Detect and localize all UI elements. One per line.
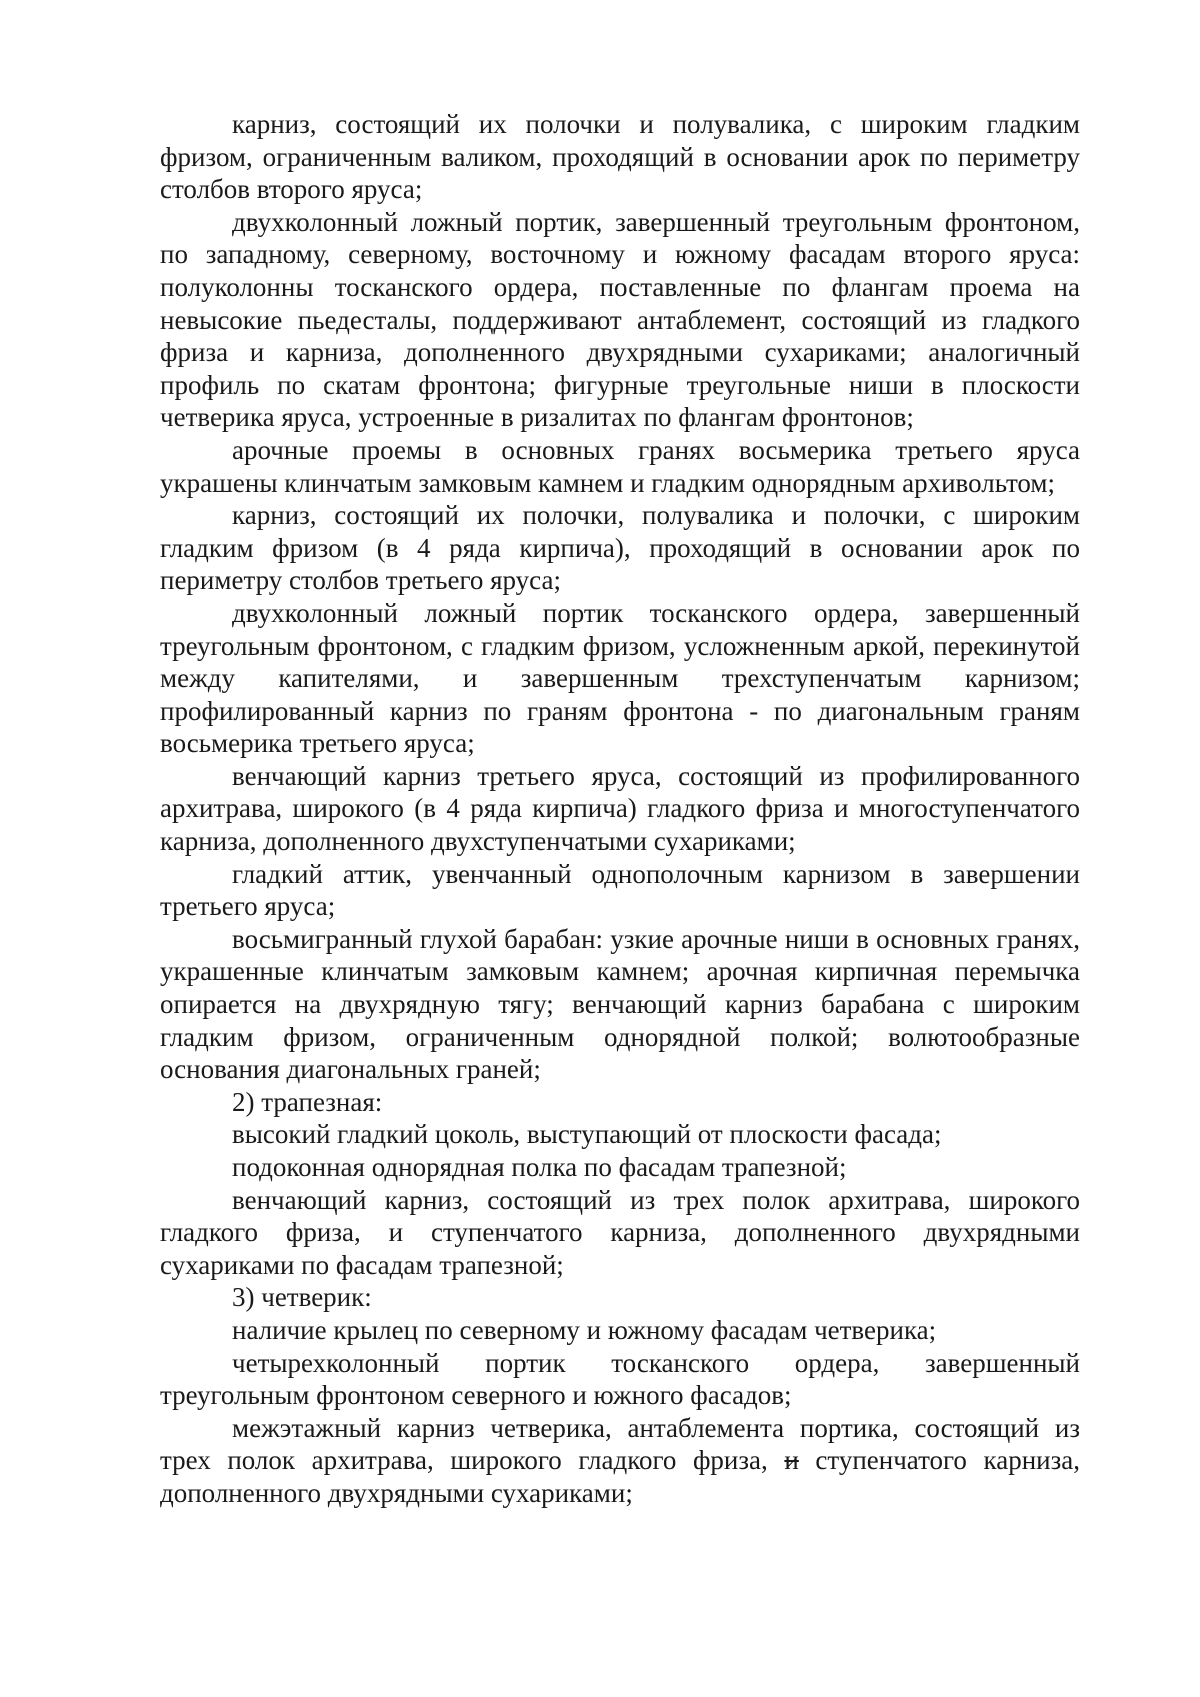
document-page (160, 108, 1080, 1510)
paragraph-third-tier-portico: двухколонный ложный портик тосканского ордера, завершенный треугольным фронтоном, с гладким фризом, усложненным аркой, перекинутой между капителями, и завершенным трехступенчатым карнизом; профилированный карниз по граням фронтона - по диагональным граням восьмерика третьего яруса; (160, 597, 1080, 759)
paragraph-third-tier-arches: арочные проемы в основных гранях восьмерика третьего яруса украшены клинчатым замковым камнем и гладким однорядным архивольтом; (160, 434, 1080, 498)
paragraph-third-tier-cornice: карниз, состоящий их полочки, полувалика и полочки, с широким гладким фризом (в 4 ряда кирпича), проходящий в основании арок по периметру столбов третьего яруса; (160, 500, 1080, 596)
paragraph-refectory-sill: подоконная однорядная полка по фасадам трапезной; (232, 1152, 847, 1182)
paragraph-refectory-plinth: высокий гладкий цоколь, выступающий от плоскости фасада; (232, 1119, 942, 1150)
paragraph-second-tier-portico: двухколонный ложный портик, завершенный треугольным фронтоном, по западному, северному, восточному и южному фасадам второго яруса: полуколонны тосканского ордера, поставленные по флангам проема на невысокие пьедесталы, поддерживают антаблемент, состоящий из гладкого фриза и карниза, дополненного двухрядными сухариками; аналогичный профиль по скатам фронтона; фигурные треугольные ниши в плоскости четверика яруса, устроенные в ризалитах по флангам фронтонов; (160, 206, 1080, 433)
paragraph-porches: наличие крылец по северному и южному фасадам четверика; (232, 1314, 937, 1345)
paragraph-second-tier-cornice: карниз, состоящий их полочки и полувалика, с широким гладким фризом, ограниченным валиком, проходящий в основании арок по периметру столбов второго яруса; (160, 109, 1080, 205)
paragraph-refectory-cornice: венчающий карниз, состоящий из трех полок архитрава, широкого гладкого фриза, и ступенчатого карниза, дополненного двухрядными сухариками по фасадам трапезной; (160, 1184, 1080, 1280)
heading-chetverik: 3) четверик: (232, 1282, 372, 1313)
paragraph-drum: восьмигранный глухой барабан: узкие арочные ниши в основных гранях, украшенные клинчатым замковым камнем; арочная кирпичная перемычка опирается на двухрядную тягу; венчающий карниз барабана с широким гладким фризом, ограниченным однорядной полкой; волютообразные основания диагональных граней; (160, 923, 1080, 1085)
paragraph-attic: гладкий аттик, увенчанный однополочным карнизом в завершении третьего яруса; (160, 858, 1080, 922)
paragraph-interfloor-cornice (160, 1412, 1080, 1510)
paragraph-four-column-portico: четырехколонный портик тосканского ордера, завершенный треугольным фронтоном северного и южного фасадов; (160, 1347, 1080, 1411)
paragraph-text-after: ступенчатого карниза, дополненного двухрядными сухариками; (160, 1445, 1080, 1508)
heading-refectory: 2) трапезная: (232, 1086, 383, 1117)
paragraph-third-tier-crowning-cornice: венчающий карниз третьего яруса, состоящий из профилированного архитрава, широкого (в 4 ряда кирпича) гладкого фриза и многоступенчатого карниза, дополненного двухступенчатыми сухариками; (160, 760, 1080, 857)
struck-word: и (784, 1445, 799, 1476)
paragraph-text-before: межэтажный карниз четверика, антаблемента портика, состоящий из трех полок архитрава, широкого гладкого фриза, (160, 1412, 1080, 1476)
